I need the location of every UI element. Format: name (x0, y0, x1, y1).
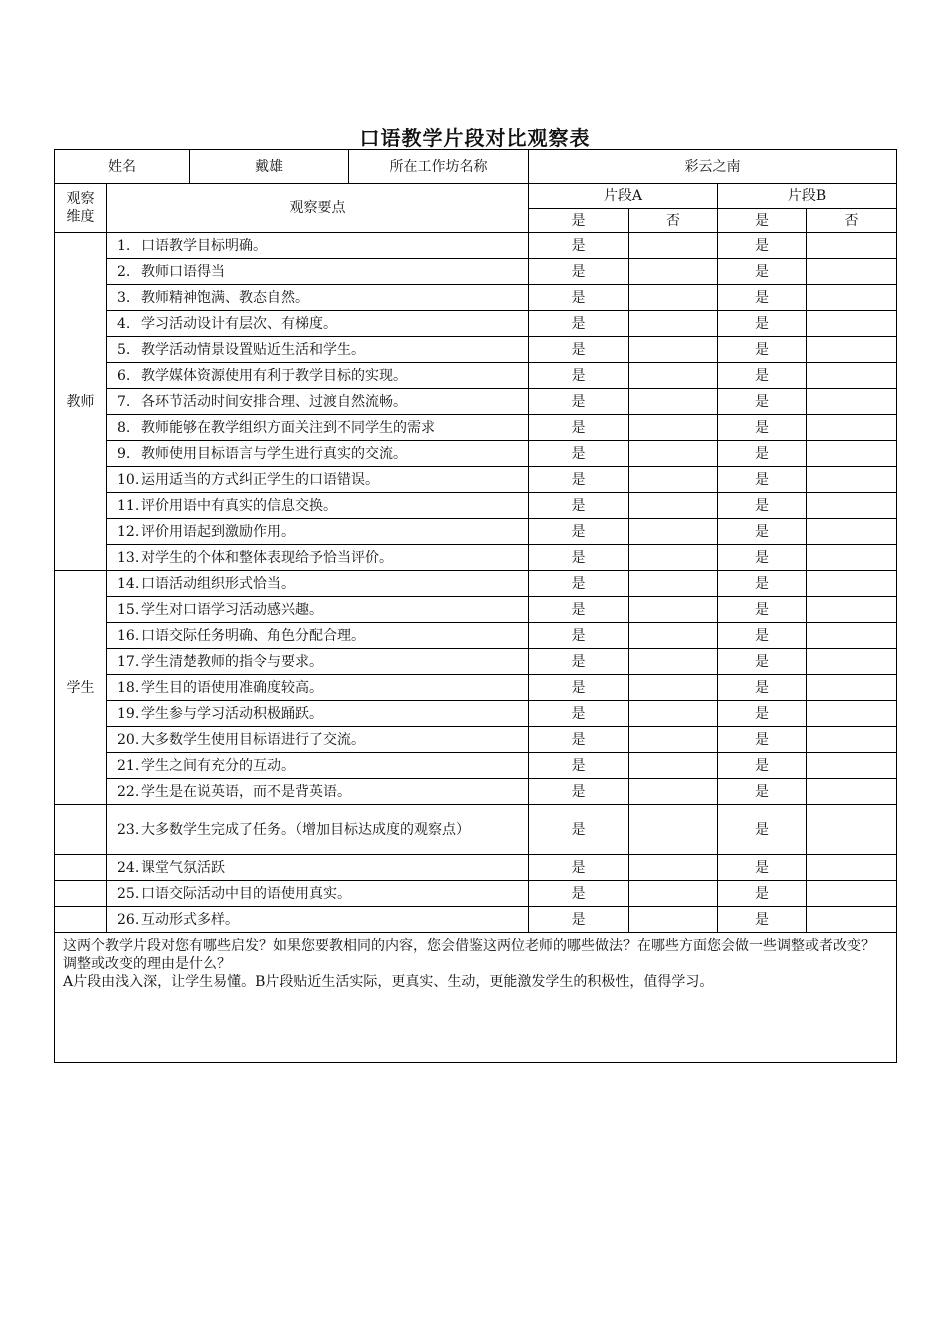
table-row (55, 649, 897, 675)
segment-b-header: 片段B (718, 184, 897, 209)
table-row (55, 571, 897, 597)
segment-b-yes-cell: 是 (718, 623, 807, 649)
item-number: 19. (117, 705, 140, 722)
item-number: 8. (117, 419, 131, 436)
segment-b-yes-cell: 是 (718, 727, 807, 753)
segment-a-yes-cell: 是 (529, 753, 629, 779)
item-label: 对学生的个体和整体表现给予恰当评价。 (141, 549, 393, 566)
segment-b-yes-cell: 是 (718, 519, 807, 545)
item-label: 口语活动组织形式恰当。 (141, 575, 295, 592)
workshop-value: 彩云之南 (529, 150, 897, 184)
segment-a-yes-cell: 是 (529, 259, 629, 285)
column-header-row (55, 184, 897, 209)
item-number: 13. (117, 549, 140, 566)
segment-b-no-cell (807, 805, 897, 855)
segment-b-no-cell (807, 779, 897, 805)
item-number: 9. (117, 445, 131, 462)
table-row (55, 779, 897, 805)
item-label: 口语交际活动中目的语使用真实。 (141, 885, 351, 902)
item-number: 21. (117, 757, 140, 774)
table-row (55, 519, 897, 545)
segment-a-yes-cell: 是 (529, 363, 629, 389)
item-label: 学生参与学习活动积极踊跃。 (141, 705, 323, 722)
segment-b-no-cell (807, 337, 897, 363)
segment-b-yes-cell: 是 (718, 571, 807, 597)
item-number: 10. (117, 471, 140, 488)
observation-point (107, 415, 529, 441)
segment-a-yes-cell: 是 (529, 855, 629, 881)
segment-b-no-cell (807, 701, 897, 727)
table-row (55, 259, 897, 285)
observation-point (107, 701, 529, 727)
segment-b-no-cell (807, 311, 897, 337)
table-row (55, 363, 897, 389)
table-row (55, 701, 897, 727)
item-number: 11. (117, 497, 140, 514)
table-row (55, 855, 897, 881)
segment-b-yes-cell: 是 (718, 907, 807, 933)
item-number: 6. (117, 367, 131, 384)
segment-a-yes-cell: 是 (529, 597, 629, 623)
table-row (55, 337, 897, 363)
item-label: 教师口语得当 (141, 263, 225, 280)
segment-a-yes-cell: 是 (529, 545, 629, 571)
observation-point (107, 805, 529, 855)
segment-b-yes-cell: 是 (718, 805, 807, 855)
group-empty (55, 881, 107, 907)
item-number: 23. (117, 821, 140, 838)
item-label: 评价用语中有真实的信息交换。 (141, 497, 337, 514)
segment-a-no-cell (629, 415, 718, 441)
observation-point (107, 545, 529, 571)
item-number: 2. (117, 263, 131, 280)
segment-a-yes-cell: 是 (529, 571, 629, 597)
observation-point (107, 649, 529, 675)
segment-a-no-cell (629, 259, 718, 285)
segment-b-no-cell (807, 259, 897, 285)
table-row (55, 415, 897, 441)
item-number: 4. (117, 315, 131, 332)
item-label: 学生是在说英语，而不是背英语。 (141, 783, 351, 800)
segment-a-no-cell (629, 519, 718, 545)
segment-a-yes-cell: 是 (529, 779, 629, 805)
segment-b-yes-cell: 是 (718, 441, 807, 467)
segment-a-no-cell (629, 649, 718, 675)
item-number: 18. (117, 679, 140, 696)
item-label: 大多数学生完成了任务。（增加目标达成度的观察点） (141, 821, 470, 838)
segment-a-yes-cell: 是 (529, 467, 629, 493)
observation-point (107, 259, 529, 285)
observation-table (54, 149, 897, 1063)
segment-b-yes-cell: 是 (718, 311, 807, 337)
observation-point (107, 779, 529, 805)
segment-a-no-cell (629, 285, 718, 311)
segment-b-yes-cell: 是 (718, 337, 807, 363)
segment-b-yes-header: 是 (718, 209, 807, 233)
segment-b-no-cell (807, 881, 897, 907)
segment-b-yes-cell: 是 (718, 855, 807, 881)
item-number: 17. (117, 653, 140, 670)
segment-a-no-cell (629, 597, 718, 623)
observation-point (107, 855, 529, 881)
group-teacher: 教师 (55, 233, 107, 571)
segment-a-yes-cell: 是 (529, 881, 629, 907)
item-label: 教师精神饱满、教态自然。 (141, 289, 309, 306)
item-number: 26. (117, 911, 140, 928)
dimension-header-line2: 维度 (66, 209, 95, 225)
segment-a-yes-cell: 是 (529, 415, 629, 441)
segment-a-no-cell (629, 623, 718, 649)
item-label: 学生清楚教师的指令与要求。 (141, 653, 323, 670)
segment-a-yes-cell: 是 (529, 337, 629, 363)
table-row (55, 467, 897, 493)
segment-a-no-cell (629, 337, 718, 363)
item-label: 运用适当的方式纠正学生的口语错误。 (141, 471, 379, 488)
observation-point (107, 389, 529, 415)
points-header: 观察要点 (107, 184, 529, 233)
group-student: 学生 (55, 571, 107, 805)
group-empty (55, 855, 107, 881)
segment-a-yes-cell: 是 (529, 649, 629, 675)
segment-b-yes-cell: 是 (718, 779, 807, 805)
observation-point (107, 285, 529, 311)
item-number: 5. (117, 341, 131, 358)
item-label: 互动形式多样。 (141, 911, 239, 928)
item-label: 学生对口语学习活动感兴趣。 (141, 601, 323, 618)
segment-a-yes-cell: 是 (529, 623, 629, 649)
table-row (55, 493, 897, 519)
table-row (55, 389, 897, 415)
observation-point (107, 441, 529, 467)
segment-a-yes-cell: 是 (529, 441, 629, 467)
segment-b-yes-cell: 是 (718, 415, 807, 441)
group-empty (55, 907, 107, 933)
segment-a-no-cell (629, 675, 718, 701)
segment-a-no-cell (629, 855, 718, 881)
dimension-header-line1: 观察 (66, 191, 95, 207)
segment-b-no-cell (807, 597, 897, 623)
observation-point (107, 337, 529, 363)
segment-b-no-cell (807, 285, 897, 311)
item-label: 教学活动情景设置贴近生活和学生。 (141, 341, 365, 358)
segment-b-yes-cell: 是 (718, 675, 807, 701)
table-row (55, 233, 897, 259)
segment-a-yes-cell: 是 (529, 701, 629, 727)
segment-b-no-header: 否 (807, 209, 897, 233)
name-label: 姓名 (55, 150, 190, 184)
dimension-header (55, 184, 107, 233)
segment-a-no-cell (629, 311, 718, 337)
item-number: 15. (117, 601, 140, 618)
segment-b-yes-cell: 是 (718, 753, 807, 779)
segment-a-yes-header: 是 (529, 209, 629, 233)
observation-point (107, 881, 529, 907)
item-label: 大多数学生使用目标语进行了交流。 (141, 731, 365, 748)
item-label: 各环节活动时间安排合理、过渡自然流畅。 (141, 393, 407, 410)
table-row (55, 907, 897, 933)
segment-a-header: 片段A (529, 184, 718, 209)
segment-a-no-cell (629, 881, 718, 907)
item-label: 教师使用目标语言与学生进行真实的交流。 (141, 445, 407, 462)
item-number: 24. (117, 859, 140, 876)
segment-a-no-cell (629, 467, 718, 493)
segment-b-no-cell (807, 571, 897, 597)
segment-b-no-cell (807, 389, 897, 415)
segment-a-no-cell (629, 545, 718, 571)
segment-a-yes-cell: 是 (529, 233, 629, 259)
observation-point (107, 233, 529, 259)
reflection-cell (55, 933, 897, 1063)
reflection-answer: A片段由浅入深，让学生易懂。B片段贴近生活实际，更真实、生动，更能激发学生的积极性，值得学习。 (63, 974, 714, 990)
segment-b-no-cell (807, 907, 897, 933)
table-row (55, 881, 897, 907)
group-empty (55, 805, 107, 855)
segment-a-no-cell (629, 389, 718, 415)
segment-b-no-cell (807, 623, 897, 649)
item-label: 口语教学目标明确。 (141, 237, 267, 254)
observation-point (107, 519, 529, 545)
table-row (55, 753, 897, 779)
segment-a-no-cell (629, 805, 718, 855)
item-number: 25. (117, 885, 140, 902)
segment-b-no-cell (807, 675, 897, 701)
observation-point (107, 493, 529, 519)
segment-b-no-cell (807, 649, 897, 675)
segment-b-yes-cell: 是 (718, 285, 807, 311)
segment-a-no-cell (629, 233, 718, 259)
segment-b-no-cell (807, 467, 897, 493)
name-value: 戴雄 (190, 150, 349, 184)
item-label: 学生目的语使用准确度较高。 (141, 679, 323, 696)
observation-point (107, 753, 529, 779)
segment-b-no-cell (807, 545, 897, 571)
segment-b-no-cell (807, 233, 897, 259)
segment-b-yes-cell: 是 (718, 259, 807, 285)
segment-b-yes-cell: 是 (718, 545, 807, 571)
segment-b-yes-cell: 是 (718, 649, 807, 675)
segment-b-no-cell (807, 493, 897, 519)
item-number: 16. (117, 627, 140, 644)
table-row (55, 545, 897, 571)
segment-b-yes-cell: 是 (718, 701, 807, 727)
segment-b-yes-cell: 是 (718, 493, 807, 519)
item-number: 12. (117, 523, 140, 540)
segment-b-yes-cell: 是 (718, 881, 807, 907)
table-row (55, 805, 897, 855)
segment-b-yes-cell: 是 (718, 597, 807, 623)
segment-b-no-cell (807, 363, 897, 389)
item-number: 7. (117, 393, 131, 410)
segment-b-yes-cell: 是 (718, 389, 807, 415)
segment-a-no-cell (629, 441, 718, 467)
item-label: 口语交际任务明确、角色分配合理。 (141, 627, 365, 644)
segment-a-no-cell (629, 907, 718, 933)
workshop-label: 所在工作坊名称 (349, 150, 529, 184)
observation-point (107, 571, 529, 597)
header-info-row (55, 150, 897, 184)
segment-a-yes-cell: 是 (529, 389, 629, 415)
item-label: 学生之间有充分的互动。 (141, 757, 295, 774)
segment-b-no-cell (807, 753, 897, 779)
segment-b-yes-cell: 是 (718, 233, 807, 259)
segment-a-no-cell (629, 779, 718, 805)
item-label: 学习活动设计有层次、有梯度。 (141, 315, 337, 332)
item-label: 教师能够在教学组织方面关注到不同学生的需求 (141, 419, 435, 436)
segment-a-no-header: 否 (629, 209, 718, 233)
item-number: 1. (117, 237, 131, 254)
observation-point (107, 907, 529, 933)
segment-a-yes-cell: 是 (529, 285, 629, 311)
table-row (55, 441, 897, 467)
item-label: 课堂气氛活跃 (141, 859, 225, 876)
segment-a-yes-cell: 是 (529, 907, 629, 933)
table-row (55, 623, 897, 649)
segment-b-no-cell (807, 519, 897, 545)
page-title: 口语教学片段对比观察表 (359, 126, 591, 150)
item-number: 22. (117, 783, 140, 800)
segment-b-yes-cell: 是 (718, 467, 807, 493)
segment-a-yes-cell: 是 (529, 519, 629, 545)
segment-a-no-cell (629, 753, 718, 779)
segment-b-no-cell (807, 415, 897, 441)
segment-a-yes-cell: 是 (529, 805, 629, 855)
item-number: 3. (117, 289, 131, 306)
segment-a-yes-cell: 是 (529, 727, 629, 753)
item-label: 教学媒体资源使用有利于教学目标的实现。 (141, 367, 407, 384)
reflection-row (55, 933, 897, 1063)
table-row (55, 285, 897, 311)
table-row (55, 727, 897, 753)
segment-a-no-cell (629, 727, 718, 753)
segment-a-no-cell (629, 571, 718, 597)
observation-point (107, 597, 529, 623)
observation-point (107, 727, 529, 753)
segment-a-yes-cell: 是 (529, 675, 629, 701)
reflection-question: 这两个教学片段对您有哪些启发？如果您要教相同的内容，您会借鉴这两位老师的哪些做法？在哪些方面您会做一些调整或者改变？调整或改变的理由是什么？ (63, 938, 875, 972)
segment-a-yes-cell: 是 (529, 493, 629, 519)
observation-point (107, 363, 529, 389)
observation-point (107, 311, 529, 337)
observation-point (107, 675, 529, 701)
observation-point (107, 623, 529, 649)
item-label: 评价用语起到激励作用。 (141, 523, 295, 540)
table-row (55, 597, 897, 623)
segment-a-no-cell (629, 363, 718, 389)
item-number: 14. (117, 575, 140, 592)
item-number: 20. (117, 731, 140, 748)
segment-a-no-cell (629, 493, 718, 519)
table-row (55, 311, 897, 337)
observation-point (107, 467, 529, 493)
table-row (55, 675, 897, 701)
segment-b-yes-cell: 是 (718, 363, 807, 389)
segment-b-no-cell (807, 441, 897, 467)
segment-a-no-cell (629, 701, 718, 727)
segment-a-yes-cell: 是 (529, 311, 629, 337)
segment-b-no-cell (807, 855, 897, 881)
segment-b-no-cell (807, 727, 897, 753)
